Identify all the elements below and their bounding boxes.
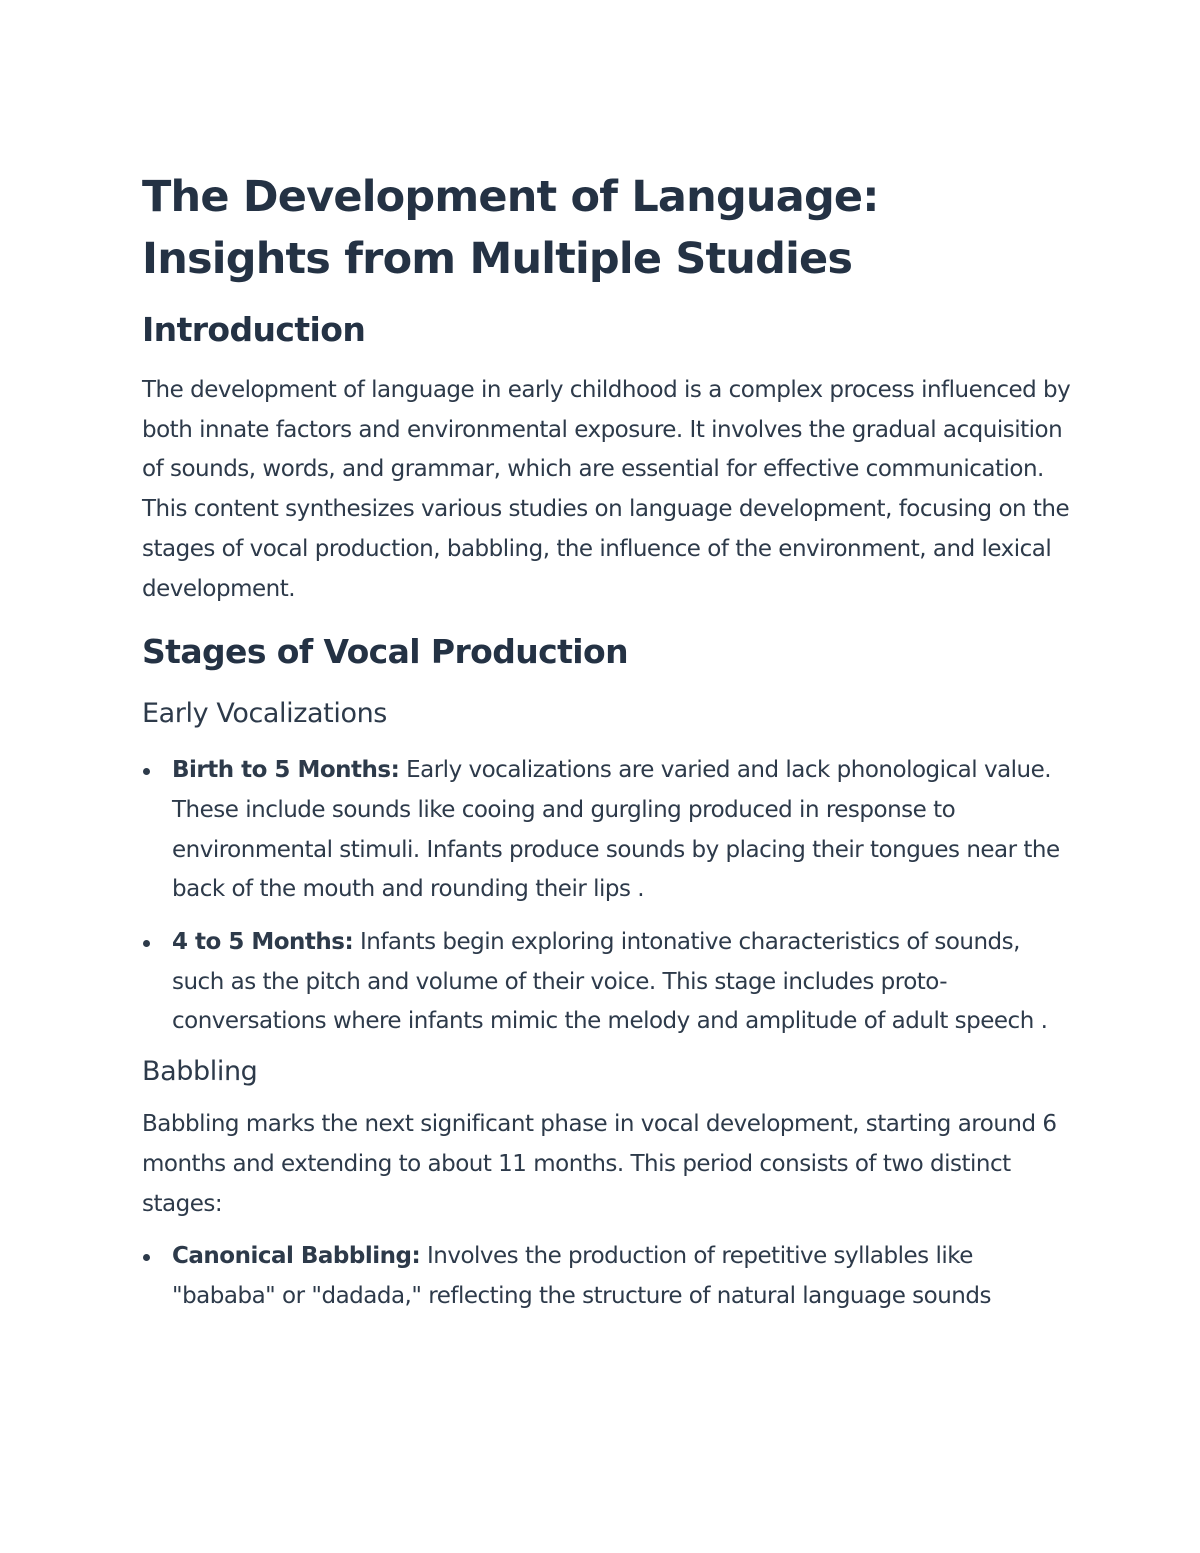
list-item-label: 4 to 5 Months: [172,929,354,956]
list-item-label: Birth to 5 Months: [172,757,400,784]
list-item [142,923,1072,1042]
bullet-icon [143,768,150,775]
babbling-list [142,1237,1072,1316]
list-item [142,1237,1072,1316]
document-title: The Development of Language: Insights from Multiple Studies [142,172,879,284]
stages-heading: Stages of Vocal Production [142,632,628,672]
introduction-paragraph: The development of language in early childhood is a complex process influenced by both innate factors and environmental exposure. It involves the gradual acquisition of sounds, words, and grammar, which are essential for effective communication. This content synthesizes various studies on language development, focusing on the stages of vocal production, babbling, the influence of the environment, and lexical development. [142,377,1071,602]
early-vocalizations-list [142,751,1072,1042]
list-item [142,751,1072,910]
babbling-paragraph: Babbling marks the next significant phase in vocal development, starting around 6 months and extending to about 11 months. This period consists of two distinct stages: [142,1111,1057,1217]
bullet-icon [143,1254,150,1261]
list-item-text: Involves the production of repetitive syllables like "bababa" or "dadada," reflecting the structure of natural language sounds [172,1243,991,1309]
introduction-heading: Introduction [142,310,366,349]
early-vocalizations-heading: Early Vocalizations [142,698,387,730]
babbling-heading: Babbling [142,1056,258,1088]
list-item-text: Early vocalizations are varied and lack phonological value. These include sounds like cooing and gurgling produced in response to environmental stimuli. Infants produce sounds by placing their tongues near the back of the mouth and rounding their lips . [172,757,1060,903]
list-item-label: Canonical Babbling: [172,1243,421,1270]
list-item-text: Infants begin exploring intonative characteristics of sounds, such as the pitch and volume of their voice. This stage includes proto-conversations where infants mimic the melody and amplitude of adult speech . [172,929,1048,1035]
document-page [142,166,1072,1317]
bullet-icon [143,940,150,947]
